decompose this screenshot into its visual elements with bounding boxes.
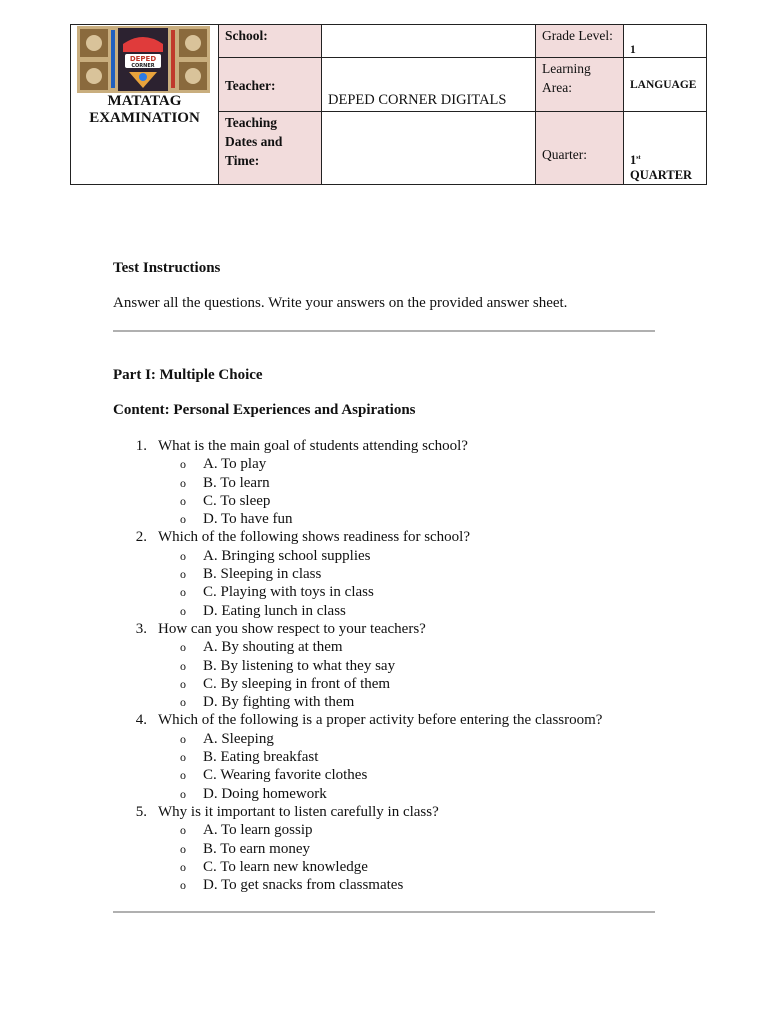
option-list xyxy=(113,638,673,711)
learning-area-label-line1: Learning xyxy=(542,61,591,76)
teaching-dates-label-line1: Teaching xyxy=(225,115,278,130)
answer-option-text: C. To learn new knowledge xyxy=(203,858,368,875)
learning-area-label-line2: Area: xyxy=(542,80,572,95)
answer-option xyxy=(113,748,673,766)
divider-bottom xyxy=(113,911,655,913)
bullet-icon: o xyxy=(180,585,186,600)
teaching-dates-value xyxy=(322,112,536,185)
grade-level-value-text: 1 xyxy=(630,44,636,56)
option-list xyxy=(113,821,673,894)
question-item xyxy=(113,803,673,894)
option-list xyxy=(113,455,673,528)
bullet-icon: o xyxy=(180,859,186,874)
answer-option xyxy=(113,730,673,748)
quarter-value xyxy=(624,112,707,185)
bullet-icon: o xyxy=(180,493,186,508)
answer-option xyxy=(113,657,673,675)
option-list xyxy=(113,547,673,620)
answer-option xyxy=(113,785,673,803)
answer-option xyxy=(113,675,673,693)
question-number-text: 3. xyxy=(135,620,147,637)
bullet-icon: o xyxy=(180,548,186,563)
content-heading: Content: Personal Experiences and Aspirations xyxy=(113,402,416,418)
teaching-dates-label-line2: Dates and xyxy=(225,134,283,149)
question-number-text: 2. xyxy=(135,529,147,546)
logo-cell xyxy=(71,25,219,185)
bullet-icon: o xyxy=(180,475,186,490)
question-number-text: 4. xyxy=(135,712,147,729)
question-item xyxy=(113,528,673,619)
question-text: Which of the following shows readiness for school? xyxy=(158,529,471,546)
svg-text:DEPED: DEPED xyxy=(129,55,157,63)
answer-option-text: C. By sleeping in front of them xyxy=(203,675,391,692)
option-list xyxy=(113,730,673,803)
bullet-icon: o xyxy=(180,695,186,710)
answer-option xyxy=(113,547,673,565)
answer-option xyxy=(113,858,673,876)
header-table xyxy=(70,24,707,185)
teaching-dates-label-line3: Time: xyxy=(225,153,260,168)
learning-area-value: LANGUAGE xyxy=(624,58,707,112)
answer-option-text: B. By listening to what they say xyxy=(203,657,396,674)
exam-title xyxy=(71,93,218,127)
question-item xyxy=(113,620,673,711)
teacher-label: Teacher: xyxy=(219,58,322,112)
bullet-icon: o xyxy=(180,658,186,673)
answer-option xyxy=(113,510,673,528)
answer-option xyxy=(113,474,673,492)
answer-option-text: B. Eating breakfast xyxy=(203,749,319,766)
question-item xyxy=(113,437,673,528)
answer-option-text: A. Bringing school supplies xyxy=(203,547,371,564)
answer-option xyxy=(113,876,673,894)
answer-option-text: B. To earn money xyxy=(203,840,310,857)
answer-option-text: B. To learn xyxy=(203,474,270,491)
answer-option-text: A. Sleeping xyxy=(203,730,274,747)
question-list xyxy=(113,437,673,894)
question-text: Why is it important to listen carefully in class? xyxy=(158,803,439,820)
answer-option-text: D. Eating lunch in class xyxy=(203,602,346,619)
answer-option xyxy=(113,840,673,858)
bullet-icon: o xyxy=(180,640,186,655)
school-value xyxy=(322,25,536,58)
answer-option-text: C. Playing with toys in class xyxy=(203,584,374,601)
grade-level-value xyxy=(624,25,707,58)
learning-area-label xyxy=(536,58,624,112)
quarter-ordinal-suffix: st xyxy=(636,154,641,161)
divider-top xyxy=(113,330,655,332)
bullet-icon: o xyxy=(180,878,186,893)
question-text: How can you show respect to your teachers? xyxy=(158,620,426,637)
bullet-icon: o xyxy=(180,567,186,582)
bullet-icon: o xyxy=(180,457,186,472)
instructions-heading: Test Instructions xyxy=(113,260,221,276)
answer-option-text: A. By shouting at them xyxy=(203,639,343,656)
logo-graphic xyxy=(77,26,210,93)
part-heading: Part I: Multiple Choice xyxy=(113,367,263,383)
bullet-icon: o xyxy=(180,603,186,618)
answer-option-text: D. By fighting with them xyxy=(203,694,355,711)
answer-option-text: A. To learn gossip xyxy=(203,822,313,839)
answer-option-text: D. To have fun xyxy=(203,511,293,528)
question-number-text: 1. xyxy=(135,438,147,454)
quarter-word: QUARTER xyxy=(630,168,693,182)
answer-option xyxy=(113,693,673,711)
bullet-icon: o xyxy=(180,768,186,783)
answer-option xyxy=(113,565,673,583)
bullet-icon: o xyxy=(180,786,186,801)
quarter-value-ordinal xyxy=(630,151,700,168)
bullet-icon: o xyxy=(180,731,186,746)
quarter-number: 1 xyxy=(630,153,637,167)
bullet-icon: o xyxy=(180,841,186,856)
answer-option xyxy=(113,455,673,473)
teaching-dates-label xyxy=(219,112,322,185)
exam-title-line1: MATATAG xyxy=(107,93,182,109)
answer-option xyxy=(113,766,673,784)
answer-option-text: C. Wearing favorite clothes xyxy=(203,767,368,784)
bullet-icon: o xyxy=(180,750,186,765)
answer-option-text: B. Sleeping in class xyxy=(203,566,322,583)
grade-level-label: Grade Level: xyxy=(536,25,624,58)
answer-option-text: D. To get snacks from classmates xyxy=(203,877,404,894)
quarter-label: Quarter: xyxy=(536,112,624,185)
svg-text:CORNER: CORNER xyxy=(131,63,155,69)
answer-option-text: A. To play xyxy=(203,456,267,473)
question-text: Which of the following is a proper activity before entering the classroom? xyxy=(158,712,603,729)
bullet-icon: o xyxy=(180,823,186,838)
bullet-icon: o xyxy=(180,676,186,691)
answer-option xyxy=(113,821,673,839)
question-number-text: 5. xyxy=(135,803,147,820)
answer-option xyxy=(113,583,673,601)
answer-option-text: C. To sleep xyxy=(203,492,271,509)
bullet-icon: o xyxy=(180,512,186,527)
answer-option-text: D. Doing homework xyxy=(203,785,327,802)
deped-corner-logo xyxy=(77,26,210,93)
school-label: School: xyxy=(219,25,322,58)
question-text: What is the main goal of students attending school? xyxy=(158,438,468,454)
exam-title-line2: EXAMINATION xyxy=(89,110,200,126)
teacher-value: DEPED CORNER DIGITALS xyxy=(322,58,536,112)
answer-option xyxy=(113,602,673,620)
answer-option xyxy=(113,492,673,510)
answer-option xyxy=(113,638,673,656)
instructions-text: Answer all the questions. Write your answers on the provided answer sheet. xyxy=(113,295,568,311)
question-item xyxy=(113,711,673,802)
